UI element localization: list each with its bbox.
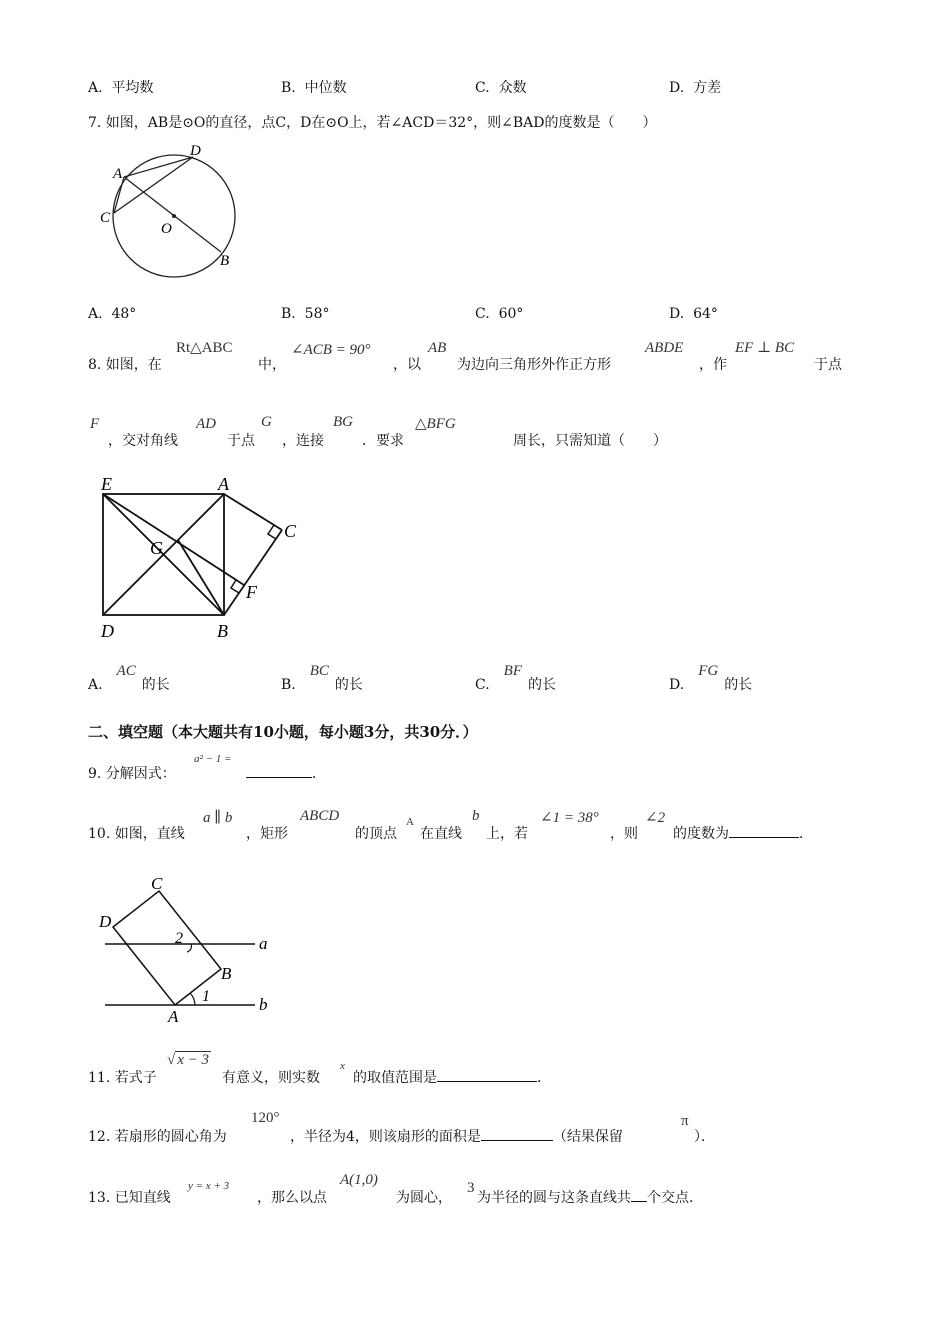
- q6-option-c: C. 众数: [475, 80, 527, 96]
- angle-2-arc: [187, 944, 191, 952]
- center-point: [172, 214, 176, 218]
- segment-bg: [178, 540, 224, 615]
- q10-answer-blank[interactable]: [729, 823, 799, 838]
- label-e: E: [101, 474, 112, 494]
- section-heading: 二、填空题（本大题共有10小题，每小题3分，共30分．）: [88, 723, 478, 741]
- q10-rectangle-figure: [95, 872, 285, 1022]
- q8-option-b: B.BC的长: [281, 663, 363, 693]
- segment-ac: [224, 494, 282, 530]
- q8-option-c: C.BF的长: [475, 663, 556, 693]
- q7-option-b: B. 58°: [281, 306, 330, 322]
- q9-answer-blank[interactable]: [246, 763, 312, 778]
- q11-answer-blank[interactable]: [437, 1067, 537, 1082]
- q7-option-c: C. 60°: [475, 306, 524, 322]
- q8-option-a: A.AC的长: [88, 663, 170, 693]
- segment-ef: [103, 494, 244, 585]
- label-f: F: [246, 582, 257, 602]
- segment-cb: [224, 530, 282, 615]
- q7-option-d: D. 64°: [669, 306, 718, 322]
- label-a: A: [113, 166, 123, 182]
- q7-circle-figure: [95, 140, 245, 280]
- chord-ad: [124, 157, 193, 177]
- label-a-line: a: [259, 934, 268, 953]
- label-b-line: b: [259, 995, 268, 1014]
- label-2: 2: [175, 930, 183, 947]
- label-c: C: [284, 521, 297, 541]
- chord-cd: [114, 157, 193, 213]
- q6-option-d: D. 方差: [669, 80, 722, 96]
- q6-option-a: A. 平均数: [88, 80, 154, 96]
- angle-1-arc: [190, 993, 195, 1005]
- label-c: C: [100, 210, 111, 226]
- q6-option-b: B. 中位数: [281, 80, 347, 96]
- q12-answer-blank[interactable]: [481, 1126, 553, 1141]
- label-b: B: [217, 621, 228, 641]
- q8-option-d: D.FG的长: [669, 663, 753, 693]
- q8-square-figure: [95, 472, 315, 642]
- label-a-vertex: A: [168, 1007, 179, 1022]
- label-1: 1: [202, 988, 210, 1005]
- label-d: D: [190, 143, 201, 159]
- label-d: D: [99, 912, 112, 931]
- label-o: O: [161, 221, 172, 237]
- label-g: G: [150, 538, 163, 558]
- label-c: C: [151, 874, 163, 893]
- q7-stem: 7. 如图，AB是⊙O的直径，点C，D在⊙O上，若∠ACD＝32°，则∠BAD的度数是（ ）: [88, 115, 657, 131]
- label-a: A: [218, 474, 229, 494]
- sqrt-expression: √ x − 3: [167, 1052, 210, 1068]
- right-angle-c: [268, 525, 276, 539]
- label-b-vertex: B: [221, 964, 232, 983]
- q7-option-a: A. 48°: [88, 306, 137, 322]
- q13-answer-blank[interactable]: [631, 1187, 647, 1202]
- diameter-ab: [124, 177, 221, 252]
- label-d: D: [101, 621, 114, 641]
- label-b: B: [220, 253, 230, 269]
